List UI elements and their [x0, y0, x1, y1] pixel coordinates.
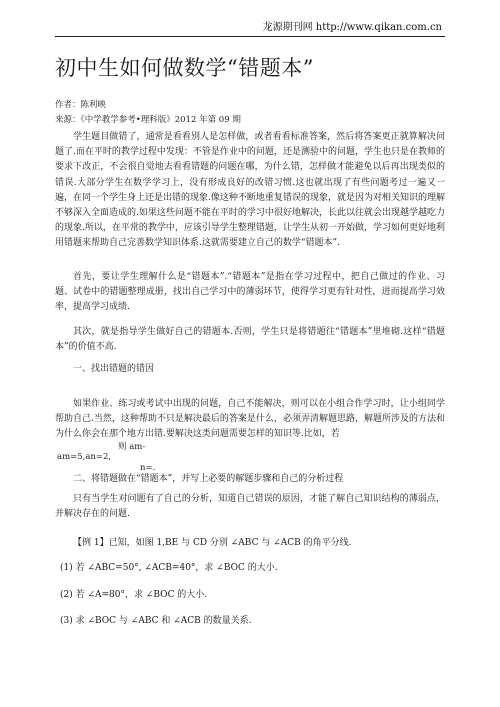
source-line: 来源：《中学教学参考•理科版》2012 年第 09 期: [55, 115, 241, 125]
header-divider: [55, 36, 445, 37]
paragraph-second: 其次，就是指导学生做好自己的错题本.否则，学生只是将错题往“错题本”里堆砌.这样“错题本”的价值不高.: [55, 327, 445, 353]
paragraph-section-1: 如果作业、练习或考试中出现的问题，自己不能解决，则可以在小组合作学习时，让小组同学帮助自己.当然，这种帮助不只是解决最后的答案是什么，必须弄清解题思路，解题所涉及的方法和为什么你会在那个地方出错.要解决这类问题需要怎样的知识等.比如，若: [55, 399, 445, 440]
formula-fragment-1: 则 am-: [118, 442, 146, 452]
formula-fragment-2: am=5,an=2,: [57, 452, 112, 462]
question-3: (3) 求 ∠BOC 与 ∠ABC 和 ∠ACB 的数量关系.: [60, 616, 252, 626]
question-1: (1) 若 ∠ABC=50°, ∠ACB=40°，求 ∠BOC 的大小.: [60, 563, 278, 573]
question-2: (2) 若 ∠A=80°，求 ∠BOC 的大小.: [60, 590, 208, 600]
journal-site-header: 龙源期刊网 http://www.qikan.com.cn: [262, 22, 442, 33]
article-title: 初中生如何做数学“错题本”: [55, 56, 314, 80]
section-heading-2: 二、将错题做在“错题本”，并写上必要的解题步骤和自己的分析过程: [73, 474, 344, 484]
paragraph-first: 首先，要让学生理解什么是“错题本”.“错题本”是指在学习过程中，把自己做过的作业、习题、试卷中的错题整理成册，找出自己学习中的薄弱环节，使得学习更有针对性，进而提高学习效率，提高学习成绩.: [55, 272, 445, 313]
paragraph-intro: 学生题目做错了，通常是看看别人是怎样做，或者看看标准答案，然后将答案更正就算解决问题了.而在平时的教学过程中发现：不管是作业中的问题，还是测验中的问题，学生也只是在教师的要求下改正，不会很自觉地去看看错题的问题在哪，为什么错，怎样做才能避免以后再出现类似的错误.大部分学生在数学学习上，没有形成良好的改错习惯.这也就出现了有些问题考过一遍又一遍，在同一个学生身上还是出错的现象.像这种不断地重复错误的现象，就是因为对相关知识的理解不够深入全面造成的.如果这些问题不能在平时的学习中很好地解决，长此以往就会出现越学越吃力的现象.所以，在平常的教学中，应该引导学生整理错题，让学生从初一开始做，学习如何更好地利用错题来帮助自己完善数学知识体系.这就需要建立自己的数学“错题本”.: [55, 132, 445, 249]
formula-fragment-3: n=.: [140, 463, 156, 473]
section-heading-1: 一、找出错题的错因: [73, 364, 155, 374]
author-line: 作者：陈利映: [55, 100, 107, 110]
example-1: 【例 1】已知，如图 1,BE 与 CD 分别 ∠ABC 与 ∠ACB 的角平分线.: [73, 538, 352, 548]
paragraph-section-2: 只有当学生对问题有了自己的分析，知道自己错误的原因，才能了解自己知识结构的薄弱点，并解决存在的问题.: [55, 494, 445, 520]
